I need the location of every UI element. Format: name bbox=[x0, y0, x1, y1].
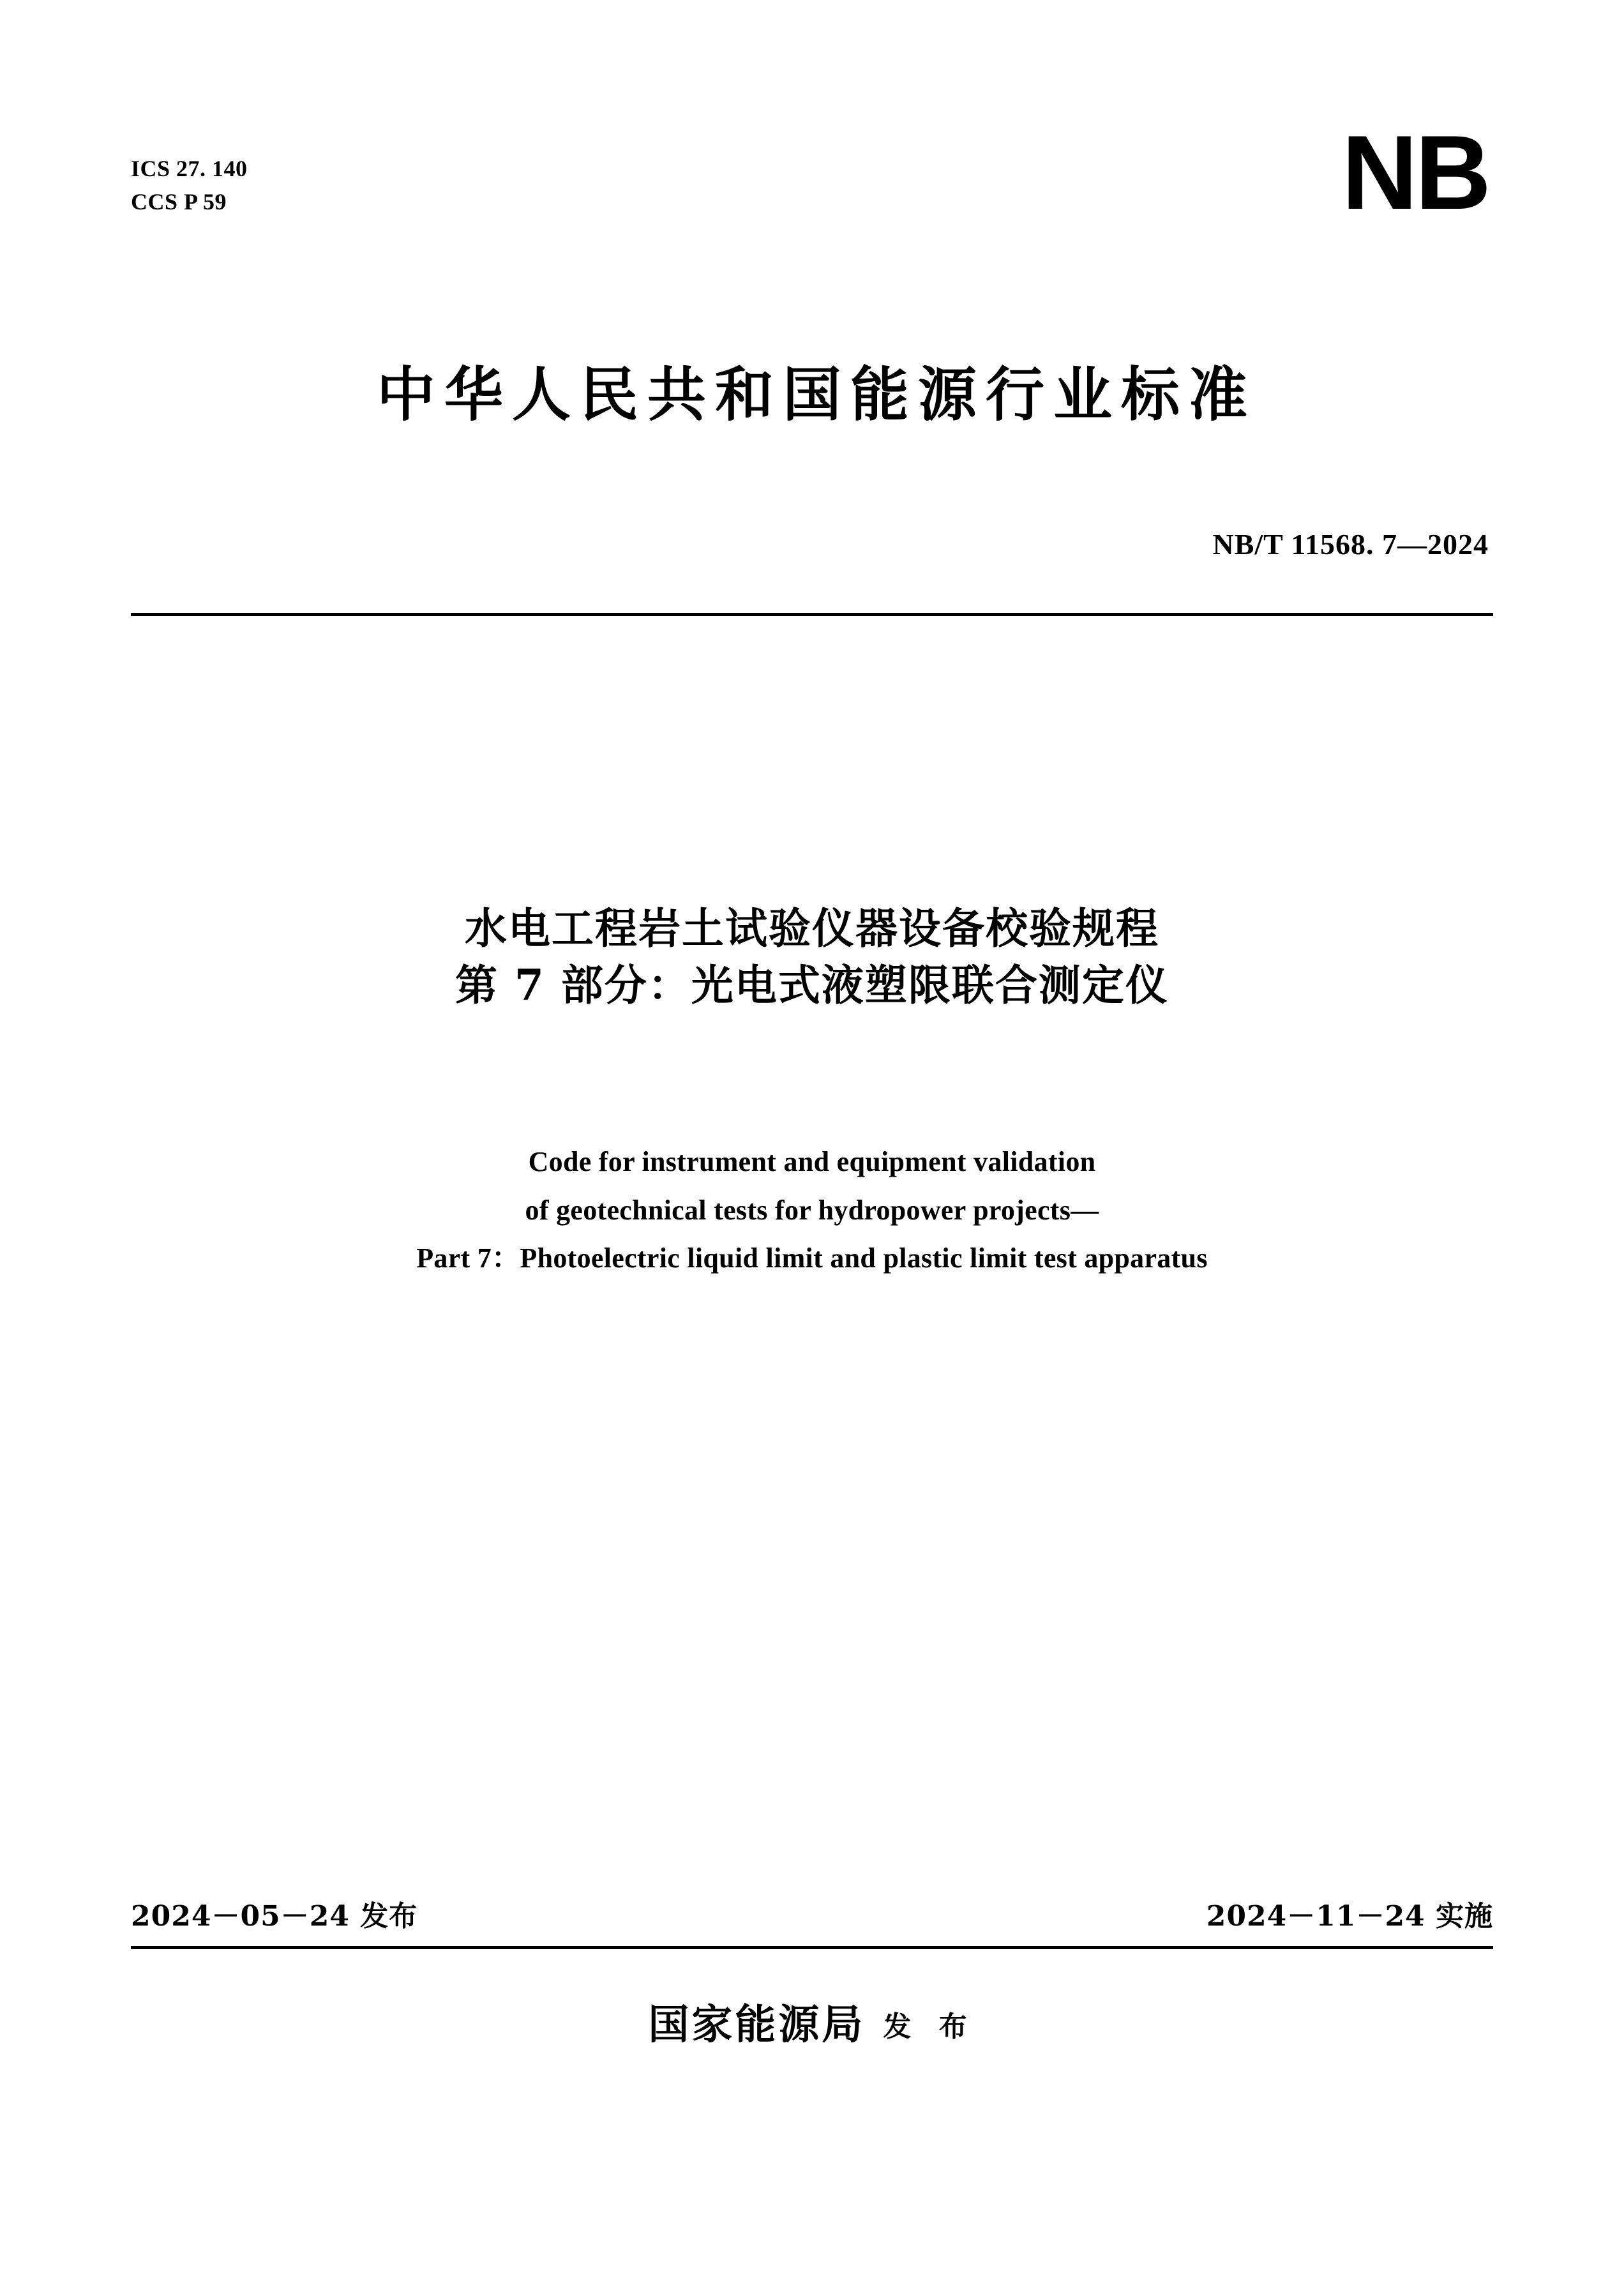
nb-logo: NB bbox=[1341, 114, 1489, 231]
standard-number: NB/T 11568. 7—2024 bbox=[1212, 528, 1489, 561]
title-cn-line-1: 水电工程岩土试验仪器设备校验规程 bbox=[465, 903, 1159, 953]
issuer-name: 国家能源局 bbox=[648, 2001, 866, 2049]
effective-date: 2024－11－24 实施 bbox=[1206, 1900, 1493, 1933]
header-divider bbox=[131, 613, 1493, 616]
organization-title: 中华人民共和国能源行业标准 bbox=[376, 360, 1256, 429]
title-en-line-3: Part 7：Photoelectric liquid limit and plastic limit test apparatus bbox=[416, 1242, 1208, 1274]
title-en-line-1: Code for instrument and equipment validation bbox=[528, 1146, 1096, 1177]
classification-codes bbox=[131, 152, 248, 218]
issuer-verb: 发 布 bbox=[883, 2010, 976, 2043]
footer-divider bbox=[131, 1946, 1493, 1949]
issuing-authority bbox=[0, 1992, 1624, 2051]
document-title-english bbox=[0, 1138, 1624, 1283]
title-en-line-2: of geotechnical tests for hydropower projects— bbox=[525, 1194, 1099, 1226]
ics-code: ICS 27. 140 bbox=[131, 156, 248, 181]
publication-dates bbox=[131, 1893, 1493, 1934]
document-title-chinese bbox=[0, 900, 1624, 1014]
ccs-code: CCS P 59 bbox=[131, 189, 227, 215]
issue-date: 2024－05－24 发布 bbox=[131, 1900, 418, 1933]
title-cn-line-2: 第 7 部分：光电式液塑限联合测定仪 bbox=[455, 960, 1169, 1011]
